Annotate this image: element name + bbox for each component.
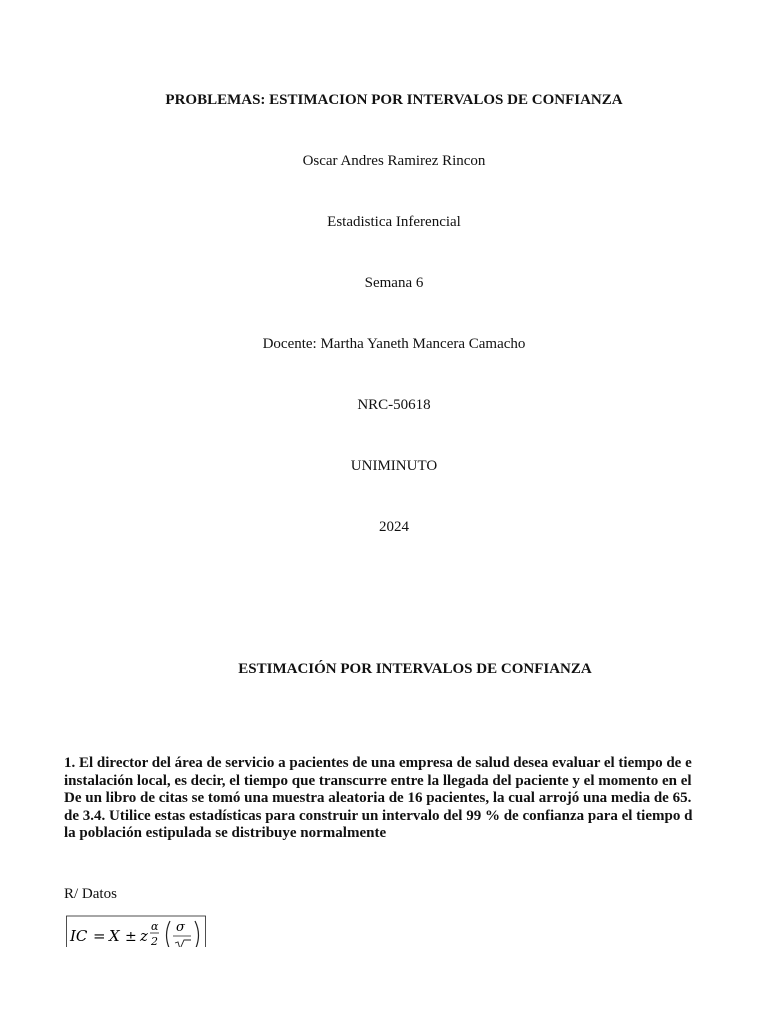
- formula-lhs: IC: [70, 927, 88, 945]
- formula-equals: =: [93, 927, 106, 945]
- cover-nrc: NRC-50618: [357, 397, 431, 413]
- formula-sigma: σ: [176, 920, 185, 935]
- problem-line: 1. El director del área de servicio a pacientes de una empresa de salud desea evaluar el tiempo de e: [64, 755, 692, 771]
- cover-year: 2024: [379, 519, 409, 535]
- formula-x: X: [109, 927, 120, 945]
- problem-line: la población estipulada se distribuye normalmente: [64, 825, 387, 841]
- confidence-interval-formula: [66, 915, 208, 947]
- cover-author: Oscar Andres Ramirez Rincon: [302, 153, 486, 169]
- problem-line: de 3.4. Utilice estas estadísticas para construir un intervalo del 99 % de confianza para el tiempo d: [64, 807, 693, 824]
- problem-1-statement: [64, 755, 704, 843]
- formula-z: z: [140, 927, 148, 945]
- problem-line: instalación local, es decir, el tiempo que transcurre entre la llegada del paciente y el momento en el: [64, 772, 692, 789]
- cover-course: Estadistica Inferencial: [327, 214, 461, 230]
- cover-institution: UNIMINUTO: [350, 458, 438, 474]
- formula-two: 2: [151, 935, 158, 947]
- formula-alpha: α: [151, 920, 159, 933]
- cover-week: Semana 6: [364, 275, 424, 291]
- section-heading: ESTIMACIÓN POR INTERVALOS DE CONFIANZA: [238, 661, 592, 677]
- cover-teacher: Docente: Martha Yaneth Mancera Camacho: [262, 336, 526, 352]
- answer-label: R/ Datos: [64, 886, 117, 902]
- formula-plus-minus: ±: [125, 929, 137, 945]
- cover-title: PROBLEMAS: ESTIMACION POR INTERVALOS DE CONFIANZA: [165, 92, 623, 108]
- problem-line: De un libro de citas se tomó una muestra aleatoria de 16 pacientes, la cual arrojó una media de 65.: [64, 790, 692, 806]
